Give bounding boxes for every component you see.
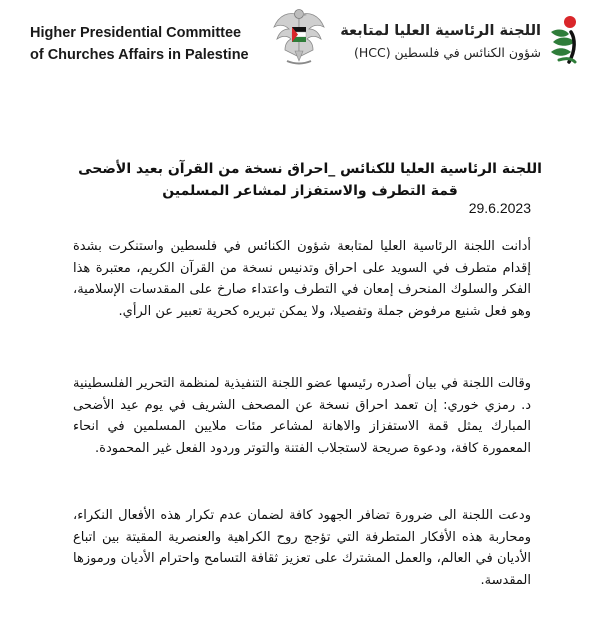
arabic-name-line2: شؤون الكنائس في فلسطين (HCC) bbox=[353, 45, 541, 60]
hcc-logo-icon bbox=[545, 14, 585, 66]
palestine-eagle-emblem-icon bbox=[271, 5, 327, 67]
paragraph-2: وقالت اللجنة في بيان أصدره رئيسها عضو اللجنة التنفيذية لمنظمة التحرير الفلسطينية د. رمزي خوري: إن تعمد احراق نسخة عن المصحف الشريف في يوم عيد الأضحى المبارك يمثل قمة الاستفزاز والاهانة لمشاعر مئات ملايين المسلمين في انحاء المعمورة كافة، ودعوة صريحة لاستجلاب الفتنة والتوتر وردود الفعل غير المحمودة. bbox=[73, 376, 531, 456]
english-name-line1: Higher Presidential Committee bbox=[30, 25, 242, 41]
paragraph-1: أدانت اللجنة الرئاسية العليا لمتابعة شؤون الكنائس في فلسطين واستنكرت بشدة إقدام متطرف في السويد على احراق وتدنيس نسخة من القرآن الكريم، معتبرة هذا الفكر والسلوك المنحرف إمعان في التطرف واعتداء صارخ على المقدسات الإسلامية، وهو فعل شنيع مرفوض جملة وتفصيلا، ولا يمكن تبريره كحرية تعبير عن الرأي. bbox=[73, 239, 531, 319]
arabic-name-line1: اللجنة الرئاسية العليا لمتابعة bbox=[340, 23, 541, 39]
document-title-line1: اللجنة الرئاسية العليا للكنائس _احراق نسخة من القرآن بعيد الأضحى bbox=[78, 161, 542, 177]
document-date: 29.6.2023 bbox=[468, 200, 531, 216]
english-name-line2: of Churches Affairs in Palestine bbox=[30, 47, 249, 63]
document-title-line2: قمة التطرف والاستفزاز لمشاعر المسلمين bbox=[162, 183, 458, 199]
english-committee-name bbox=[30, 22, 250, 66]
paragraph-3: ودعت اللجنة الى ضرورة تضافر الجهود كافة لضمان عدم تكرار هذه الأفعال النكراء، ومحاربة هذه الأفكار المتطرفة التي تؤجج روح الكراهية والعنصرية المقيتة بين اتباع الأديان في العالم، والعمل المشترك على تعزيز ثقافة التسامح واحترام الأديان ورموزها المقدسة. bbox=[73, 508, 531, 588]
letterhead bbox=[0, 0, 599, 110]
document-title bbox=[60, 158, 560, 202]
arabic-committee-name bbox=[321, 20, 541, 64]
